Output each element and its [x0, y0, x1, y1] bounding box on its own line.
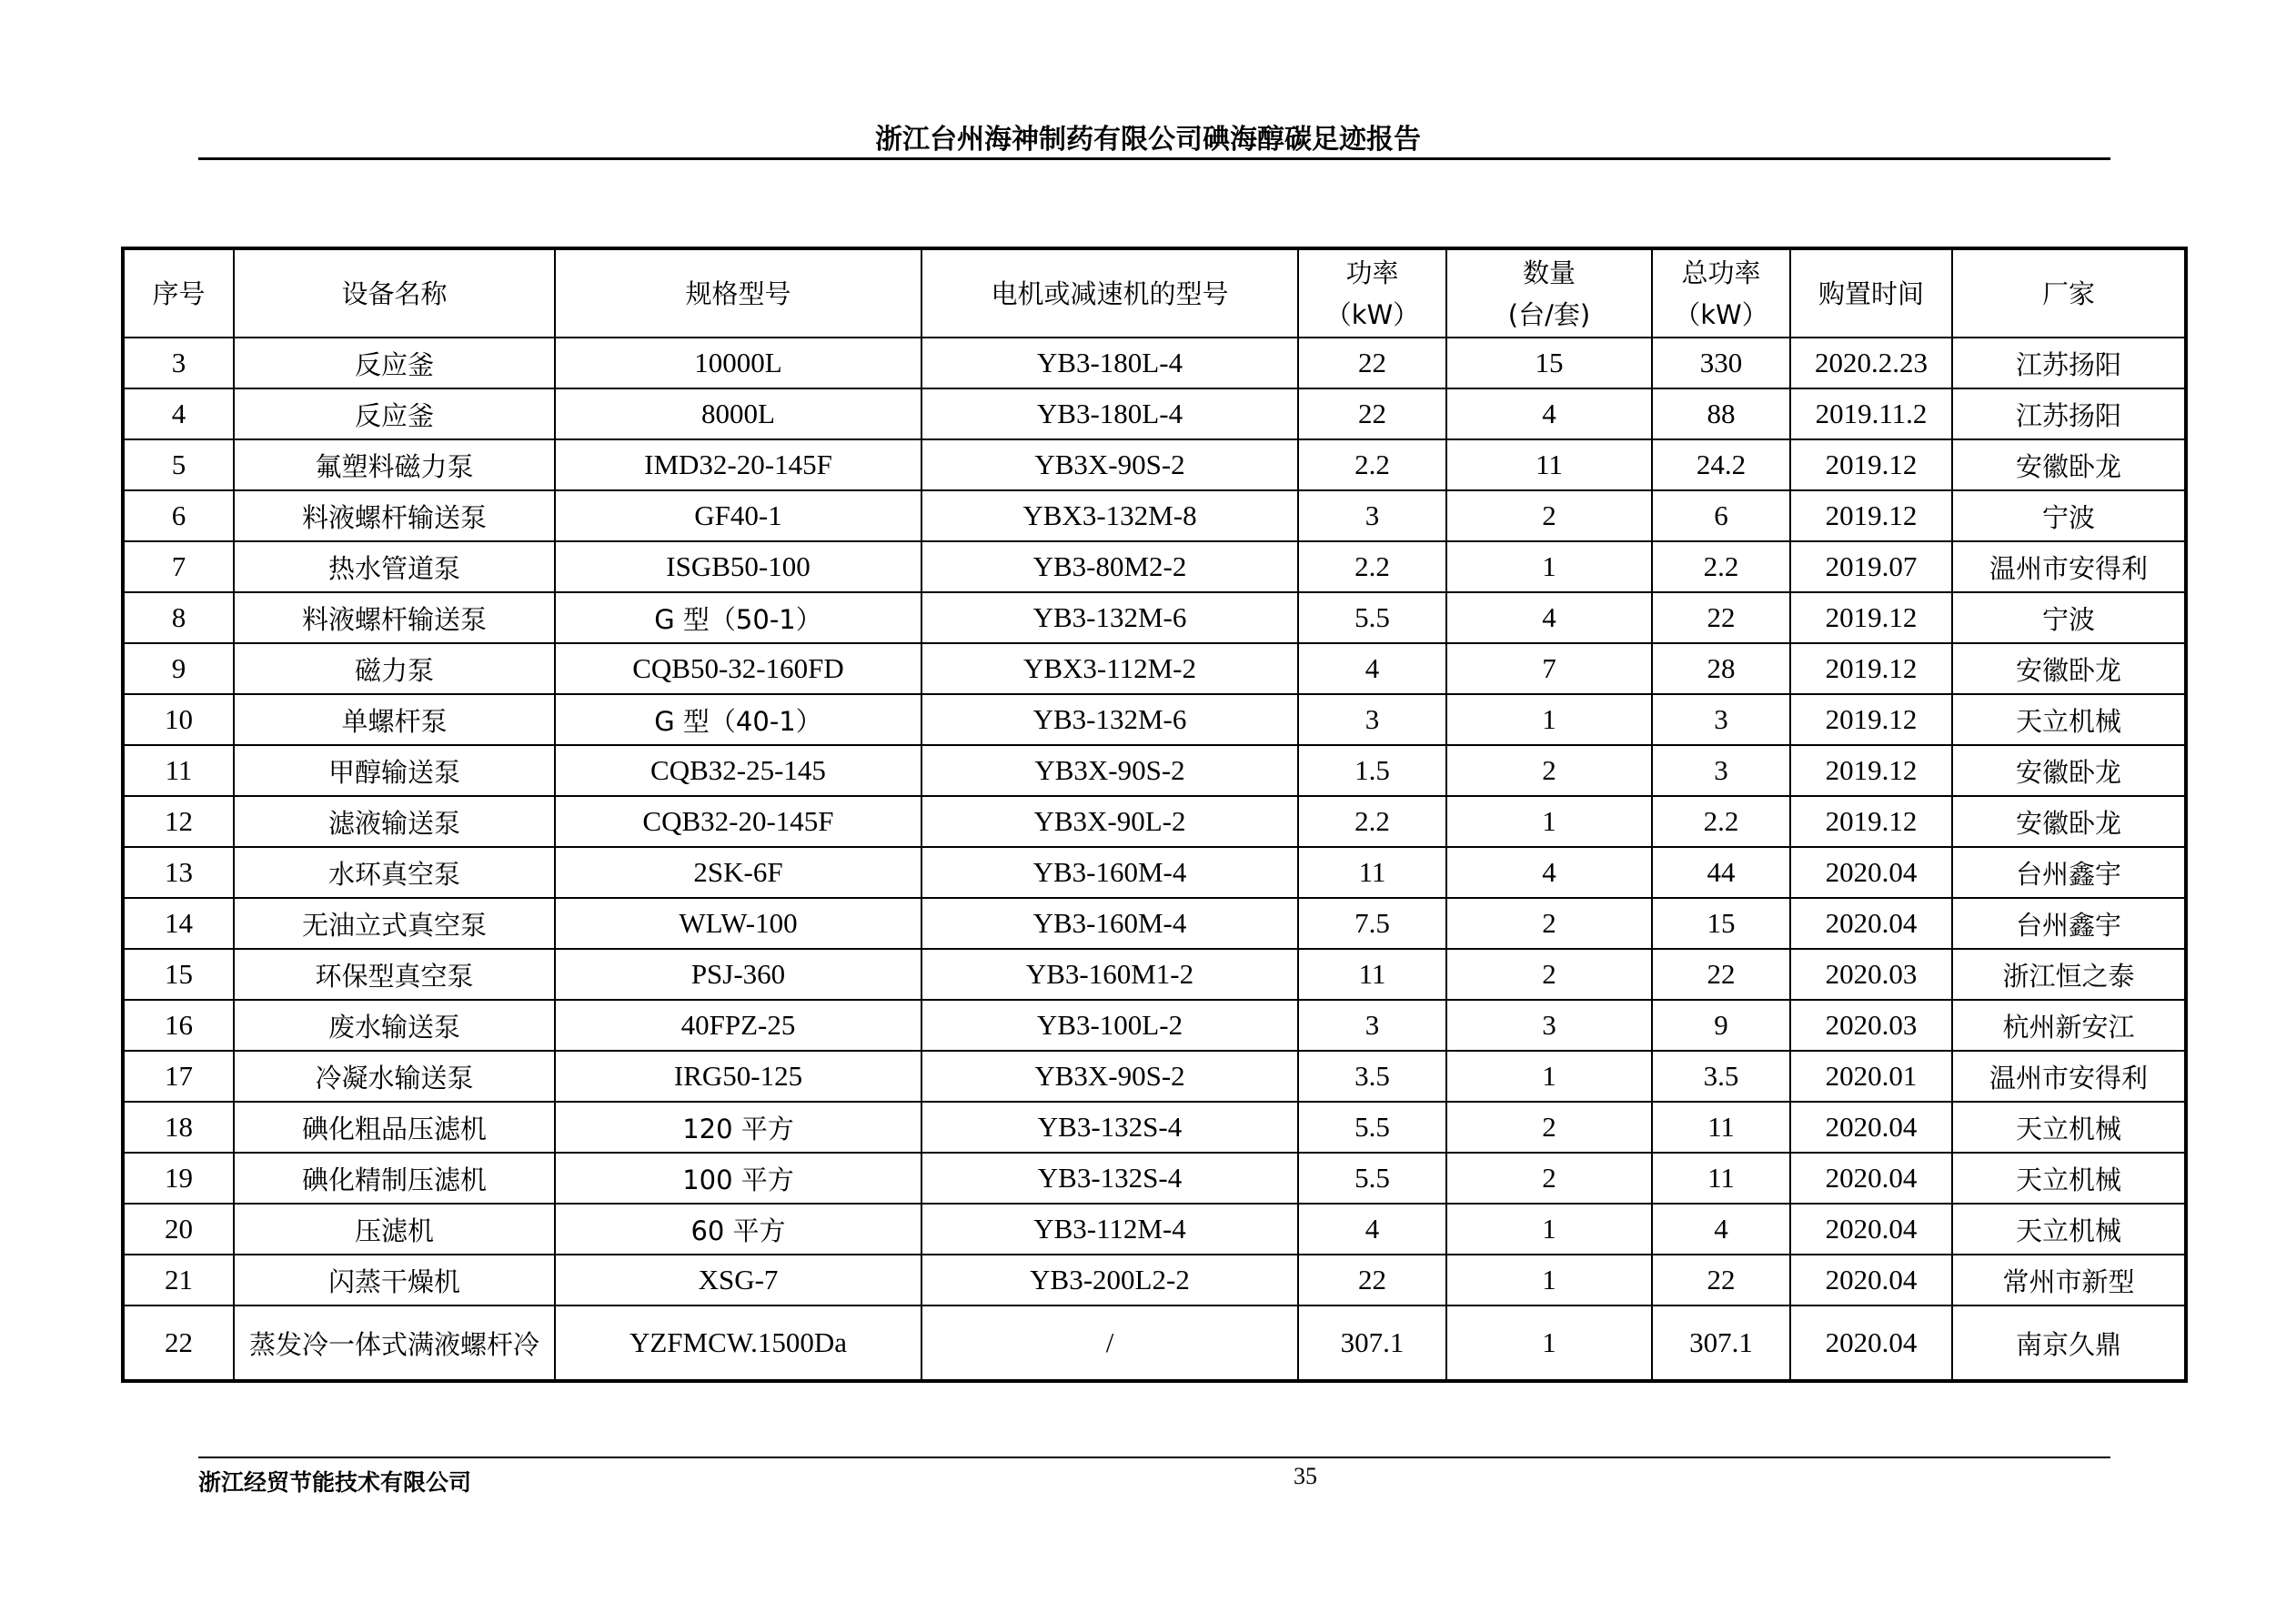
cell-equipment-name: 热水管道泵 — [234, 541, 555, 592]
table-body — [123, 338, 2186, 1381]
cell-seq: 11 — [123, 745, 234, 796]
header-divider — [198, 157, 2110, 160]
footer-divider — [198, 1457, 2110, 1458]
cell-power: 3.5 — [1298, 1051, 1446, 1102]
cell-motor-model: YB3X-90S-2 — [921, 745, 1298, 796]
cell-power: 5.5 — [1298, 1102, 1446, 1153]
column-header-spec-model: 规格型号 — [555, 248, 921, 338]
cell-purchase-date: 2020.04 — [1790, 1204, 1952, 1255]
cell-quantity: 4 — [1446, 592, 1652, 643]
cell-manufacturer: 安徽卧龙 — [1952, 439, 2186, 490]
column-header-manufacturer: 厂家 — [1952, 248, 2186, 338]
cell-total-power: 28 — [1652, 643, 1790, 694]
cell-purchase-date: 2019.12 — [1790, 745, 1952, 796]
cell-purchase-date: 2020.04 — [1790, 1255, 1952, 1305]
table-row — [123, 643, 2186, 694]
cell-manufacturer: 宁波 — [1952, 490, 2186, 541]
cell-motor-model: YB3-100L-2 — [921, 1000, 1298, 1051]
cell-manufacturer: 天立机械 — [1952, 1102, 2186, 1153]
column-header-total-power: 总功率 （kW） — [1652, 248, 1790, 338]
cell-quantity: 2 — [1446, 745, 1652, 796]
cell-manufacturer: 台州鑫宇 — [1952, 847, 2186, 898]
cell-quantity: 2 — [1446, 490, 1652, 541]
footer-company: 浙江经贸节能技术有限公司 — [198, 1469, 472, 1496]
table-row — [123, 796, 2186, 847]
cell-seq: 19 — [123, 1153, 234, 1204]
cell-motor-model: YB3X-90S-2 — [921, 439, 1298, 490]
cell-total-power: 44 — [1652, 847, 1790, 898]
cell-equipment-name: 料液螺杆输送泵 — [234, 592, 555, 643]
table-row — [123, 541, 2186, 592]
cell-total-power: 3 — [1652, 694, 1790, 745]
cell-total-power: 4 — [1652, 1204, 1790, 1255]
cell-spec-model: 2SK-6F — [555, 847, 921, 898]
cell-seq: 3 — [123, 338, 234, 388]
cell-spec-model: IMD32-20-145F — [555, 439, 921, 490]
table-row — [123, 1051, 2186, 1102]
cell-equipment-name: 反应釜 — [234, 338, 555, 388]
cell-total-power: 22 — [1652, 592, 1790, 643]
cell-manufacturer: 安徽卧龙 — [1952, 745, 2186, 796]
cell-total-power: 11 — [1652, 1102, 1790, 1153]
cell-quantity: 1 — [1446, 1051, 1652, 1102]
cell-quantity: 2 — [1446, 1102, 1652, 1153]
table-row — [123, 388, 2186, 439]
cell-motor-model: YB3-132M-6 — [921, 694, 1298, 745]
cell-equipment-name: 蒸发冷一体式满液螺杆冷 — [234, 1305, 555, 1381]
table-row — [123, 490, 2186, 541]
cell-quantity: 15 — [1446, 338, 1652, 388]
table-row — [123, 949, 2186, 1000]
cell-seq: 10 — [123, 694, 234, 745]
cell-purchase-date: 2020.04 — [1790, 1153, 1952, 1204]
cell-purchase-date: 2020.04 — [1790, 1305, 1952, 1381]
table-row — [123, 898, 2186, 949]
cell-purchase-date: 2020.04 — [1790, 847, 1952, 898]
cell-spec-model: CQB32-20-145F — [555, 796, 921, 847]
cell-manufacturer: 常州市新型 — [1952, 1255, 2186, 1305]
cell-equipment-name: 废水输送泵 — [234, 1000, 555, 1051]
cell-equipment-name: 无油立式真空泵 — [234, 898, 555, 949]
cell-power: 2.2 — [1298, 439, 1446, 490]
table-row — [123, 1255, 2186, 1305]
cell-spec-model: GF40-1 — [555, 490, 921, 541]
cell-spec-model: CQB50-32-160FD — [555, 643, 921, 694]
table-row — [123, 1000, 2186, 1051]
cell-purchase-date: 2019.12 — [1790, 694, 1952, 745]
cell-equipment-name: 氟塑料磁力泵 — [234, 439, 555, 490]
cell-motor-model: YB3-160M-4 — [921, 898, 1298, 949]
table-row — [123, 745, 2186, 796]
cell-purchase-date: 2020.04 — [1790, 1102, 1952, 1153]
cell-power: 4 — [1298, 1204, 1446, 1255]
cell-motor-model: YB3-132M-6 — [921, 592, 1298, 643]
cell-motor-model: YB3-180L-4 — [921, 338, 1298, 388]
cell-manufacturer: 天立机械 — [1952, 694, 2186, 745]
cell-manufacturer: 江苏扬阳 — [1952, 338, 2186, 388]
cell-quantity: 1 — [1446, 1255, 1652, 1305]
cell-manufacturer: 南京久鼎 — [1952, 1305, 2186, 1381]
cell-power: 5.5 — [1298, 1153, 1446, 1204]
column-header-motor-model: 电机或减速机的型号 — [921, 248, 1298, 338]
cell-manufacturer: 天立机械 — [1952, 1204, 2186, 1255]
cell-total-power: 2.2 — [1652, 541, 1790, 592]
cell-spec-model: XSG-7 — [555, 1255, 921, 1305]
cell-quantity: 11 — [1446, 439, 1652, 490]
cell-quantity: 1 — [1446, 541, 1652, 592]
cell-power: 22 — [1298, 1255, 1446, 1305]
cell-seq: 16 — [123, 1000, 234, 1051]
cell-purchase-date: 2019.12 — [1790, 643, 1952, 694]
cell-total-power: 307.1 — [1652, 1305, 1790, 1381]
cell-power: 1.5 — [1298, 745, 1446, 796]
cell-spec-model: 120 平方 — [555, 1102, 921, 1153]
cell-manufacturer: 天立机械 — [1952, 1153, 2186, 1204]
cell-equipment-name: 碘化精制压滤机 — [234, 1153, 555, 1204]
cell-spec-model: IRG50-125 — [555, 1051, 921, 1102]
cell-motor-model: YB3-160M1-2 — [921, 949, 1298, 1000]
cell-quantity: 2 — [1446, 1153, 1652, 1204]
cell-manufacturer: 安徽卧龙 — [1952, 643, 2186, 694]
cell-seq: 7 — [123, 541, 234, 592]
cell-total-power: 3 — [1652, 745, 1790, 796]
cell-spec-model: WLW-100 — [555, 898, 921, 949]
cell-purchase-date: 2019.07 — [1790, 541, 1952, 592]
column-header-power: 功率 （kW） — [1298, 248, 1446, 338]
cell-purchase-date: 2019.12 — [1790, 592, 1952, 643]
cell-quantity: 4 — [1446, 388, 1652, 439]
table-header — [123, 248, 2186, 338]
cell-spec-model: G 型（50-1） — [555, 592, 921, 643]
column-header-quantity: 数量 (台/套) — [1446, 248, 1652, 338]
cell-total-power: 11 — [1652, 1153, 1790, 1204]
cell-spec-model: CQB32-25-145 — [555, 745, 921, 796]
cell-spec-model: 10000L — [555, 338, 921, 388]
cell-purchase-date: 2019.12 — [1790, 490, 1952, 541]
table-row — [123, 847, 2186, 898]
cell-purchase-date: 2020.01 — [1790, 1051, 1952, 1102]
cell-motor-model: YBX3-132M-8 — [921, 490, 1298, 541]
cell-power: 3 — [1298, 1000, 1446, 1051]
cell-power: 22 — [1298, 388, 1446, 439]
cell-quantity: 1 — [1446, 694, 1652, 745]
cell-power: 3 — [1298, 490, 1446, 541]
report-title: 浙江台州海神制药有限公司碘海醇碳足迹报告 — [875, 124, 1421, 156]
cell-spec-model: YZFMCW.1500Da — [555, 1305, 921, 1381]
cell-power: 3 — [1298, 694, 1446, 745]
table-row — [123, 1102, 2186, 1153]
cell-motor-model: YB3-160M-4 — [921, 847, 1298, 898]
table-row — [123, 439, 2186, 490]
cell-purchase-date: 2020.03 — [1790, 1000, 1952, 1051]
cell-quantity: 1 — [1446, 1305, 1652, 1381]
column-header-equipment-name: 设备名称 — [234, 248, 555, 338]
cell-quantity: 1 — [1446, 1204, 1652, 1255]
cell-total-power: 22 — [1652, 949, 1790, 1000]
cell-motor-model: YB3-80M2-2 — [921, 541, 1298, 592]
cell-seq: 18 — [123, 1102, 234, 1153]
cell-total-power: 24.2 — [1652, 439, 1790, 490]
cell-purchase-date: 2019.12 — [1790, 796, 1952, 847]
cell-seq: 13 — [123, 847, 234, 898]
cell-power: 11 — [1298, 949, 1446, 1000]
cell-seq: 22 — [123, 1305, 234, 1381]
cell-spec-model: G 型（40-1） — [555, 694, 921, 745]
cell-quantity: 7 — [1446, 643, 1652, 694]
cell-spec-model: ISGB50-100 — [555, 541, 921, 592]
cell-power: 22 — [1298, 338, 1446, 388]
cell-seq: 20 — [123, 1204, 234, 1255]
cell-seq: 5 — [123, 439, 234, 490]
cell-manufacturer: 温州市安得利 — [1952, 1051, 2186, 1102]
table-row — [123, 694, 2186, 745]
cell-total-power: 9 — [1652, 1000, 1790, 1051]
table-row — [123, 338, 2186, 388]
cell-manufacturer: 浙江恒之泰 — [1952, 949, 2186, 1000]
cell-equipment-name: 甲醇输送泵 — [234, 745, 555, 796]
cell-quantity: 2 — [1446, 898, 1652, 949]
cell-total-power: 22 — [1652, 1255, 1790, 1305]
cell-seq: 9 — [123, 643, 234, 694]
cell-manufacturer: 宁波 — [1952, 592, 2186, 643]
cell-equipment-name: 单螺杆泵 — [234, 694, 555, 745]
cell-power: 307.1 — [1298, 1305, 1446, 1381]
cell-equipment-name: 磁力泵 — [234, 643, 555, 694]
cell-seq: 15 — [123, 949, 234, 1000]
cell-equipment-name: 碘化粗品压滤机 — [234, 1102, 555, 1153]
column-header-seq: 序号 — [123, 248, 234, 338]
cell-purchase-date: 2019.12 — [1790, 439, 1952, 490]
cell-purchase-date: 2020.04 — [1790, 898, 1952, 949]
cell-total-power: 3.5 — [1652, 1051, 1790, 1102]
cell-equipment-name: 压滤机 — [234, 1204, 555, 1255]
cell-quantity: 1 — [1446, 796, 1652, 847]
cell-seq: 8 — [123, 592, 234, 643]
cell-motor-model: YB3X-90L-2 — [921, 796, 1298, 847]
cell-equipment-name: 环保型真空泵 — [234, 949, 555, 1000]
table-row — [123, 1305, 2186, 1381]
cell-seq: 4 — [123, 388, 234, 439]
cell-motor-model: YB3X-90S-2 — [921, 1051, 1298, 1102]
cell-manufacturer: 江苏扬阳 — [1952, 388, 2186, 439]
cell-total-power: 15 — [1652, 898, 1790, 949]
cell-spec-model: 100 平方 — [555, 1153, 921, 1204]
cell-equipment-name: 冷凝水输送泵 — [234, 1051, 555, 1102]
cell-equipment-name: 反应釜 — [234, 388, 555, 439]
cell-motor-model: YB3-112M-4 — [921, 1204, 1298, 1255]
cell-manufacturer: 温州市安得利 — [1952, 541, 2186, 592]
cell-total-power: 330 — [1652, 338, 1790, 388]
cell-spec-model: 8000L — [555, 388, 921, 439]
column-header-purchase-date: 购置时间 — [1790, 248, 1952, 338]
cell-quantity: 4 — [1446, 847, 1652, 898]
table-row — [123, 592, 2186, 643]
cell-total-power: 88 — [1652, 388, 1790, 439]
table-row — [123, 1153, 2186, 1204]
cell-motor-model: YB3-132S-4 — [921, 1102, 1298, 1153]
cell-equipment-name: 水环真空泵 — [234, 847, 555, 898]
cell-spec-model: 40FPZ-25 — [555, 1000, 921, 1051]
cell-motor-model: YB3-200L2-2 — [921, 1255, 1298, 1305]
cell-seq: 12 — [123, 796, 234, 847]
cell-power: 7.5 — [1298, 898, 1446, 949]
cell-purchase-date: 2020.2.23 — [1790, 338, 1952, 388]
cell-spec-model: 60 平方 — [555, 1204, 921, 1255]
cell-spec-model: PSJ-360 — [555, 949, 921, 1000]
cell-seq: 14 — [123, 898, 234, 949]
cell-motor-model: YBX3-112M-2 — [921, 643, 1298, 694]
cell-power: 5.5 — [1298, 592, 1446, 643]
cell-equipment-name: 滤液输送泵 — [234, 796, 555, 847]
cell-purchase-date: 2020.03 — [1790, 949, 1952, 1000]
cell-equipment-name: 闪蒸干燥机 — [234, 1255, 555, 1305]
cell-manufacturer: 杭州新安江 — [1952, 1000, 2186, 1051]
cell-total-power: 6 — [1652, 490, 1790, 541]
cell-quantity: 3 — [1446, 1000, 1652, 1051]
cell-power: 11 — [1298, 847, 1446, 898]
cell-seq: 6 — [123, 490, 234, 541]
cell-quantity: 2 — [1446, 949, 1652, 1000]
cell-total-power: 2.2 — [1652, 796, 1790, 847]
cell-motor-model: YB3-132S-4 — [921, 1153, 1298, 1204]
cell-power: 2.2 — [1298, 796, 1446, 847]
cell-seq: 21 — [123, 1255, 234, 1305]
page-number: 35 — [1294, 1463, 1317, 1489]
cell-purchase-date: 2019.11.2 — [1790, 388, 1952, 439]
cell-manufacturer: 台州鑫宇 — [1952, 898, 2186, 949]
equipment-table — [121, 247, 2188, 1383]
cell-equipment-name: 料液螺杆输送泵 — [234, 490, 555, 541]
header-row — [123, 248, 2186, 338]
cell-motor-model: YB3-180L-4 — [921, 388, 1298, 439]
cell-manufacturer: 安徽卧龙 — [1952, 796, 2186, 847]
cell-power: 4 — [1298, 643, 1446, 694]
table-row — [123, 1204, 2186, 1255]
cell-seq: 17 — [123, 1051, 234, 1102]
cell-power: 2.2 — [1298, 541, 1446, 592]
cell-motor-model: / — [921, 1305, 1298, 1381]
